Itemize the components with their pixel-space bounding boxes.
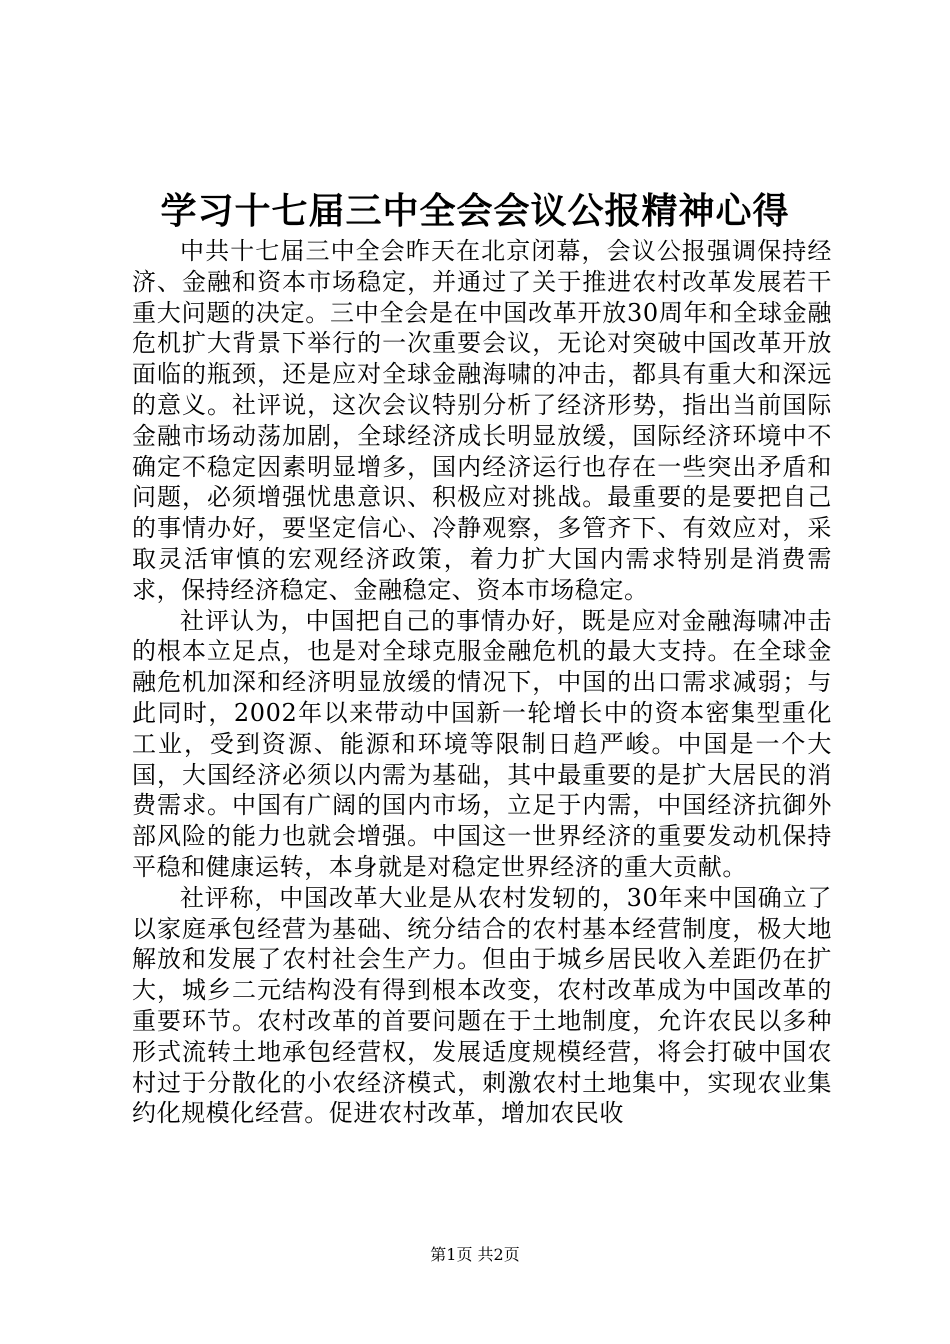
paragraph-1: 中共十七届三中全会昨天在北京闭幕，会议公报强调保持经济、金融和资本市场稳定，并通过了关于推进农村改革发展若干重大问题的决定。三中全会是在中国改革开放30周年和全球金融危机扩大背景下举行的一次重要会议，无论对突破中国改革开放面临的瓶颈，还是应对全球金融海啸的冲击，都具有重大和深远的意义。社评说，这次会议特别分析了经济形势，指出当前国际金融市场动荡加剧，全球经济成长明显放缓，国际经济环境中不确定不稳定因素明显增多，国内经济运行也存在一些突出矛盾和问题，必须增强忧患意识、积极应对挑战。最重要的是要把自己的事情办好，要坚定信心、冷静观察，多管齐下、有效应对，采取灵活审慎的宏观经济政策，着力扩大国内需求特别是消费需求，保持经济稳定、金融稳定、资本市场稳定。 bbox=[132, 237, 832, 604]
paragraph-3: 社评称，中国改革大业是从农村发轫的，30年来中国确立了以家庭承包经营为基础、统分结合的农村基本经营制度，极大地解放和发展了农村社会生产力。但由于城乡居民收入差距仍在扩大，城乡二元结构没有得到根本改变，农村改革成为中国改革的重要环节。农村改革的首要问题在于土地制度，允许农民以多种形式流转土地承包经营权，发展适度规模经营，将会打破中国农村过于分散化的小农经济模式，刺激农村土地集中，实现农业集约化规模化经营。促进农村改革，增加农民收 bbox=[132, 883, 832, 1128]
document-body bbox=[132, 236, 832, 1129]
document-title: 学习十七届三中全会会议公报精神心得 bbox=[160, 190, 790, 232]
page-number-footer: 第1页 共2页 bbox=[430, 1245, 520, 1264]
paragraph-2: 社评认为，中国把自己的事情办好，既是应对金融海啸冲击的根本立足点，也是对全球克服金融危机的最大支持。在全球金融危机加深和经济明显放缓的情况下，中国的出口需求减弱；与此同时，2002年以来带动中国新一轮增长中的资本密集型重化工业，受到资源、能源和环境等限制日趋严峻。中国是一个大国，大国经济必须以内需为基础，其中最重要的是扩大居民的消费需求。中国有广阔的国内市场，立足于内需，中国经济抗御外部风险的能力也就会增强。中国这一世界经济的重要发动机保持平稳和健康运转，本身就是对稳定世界经济的重大贡献。 bbox=[132, 606, 832, 881]
